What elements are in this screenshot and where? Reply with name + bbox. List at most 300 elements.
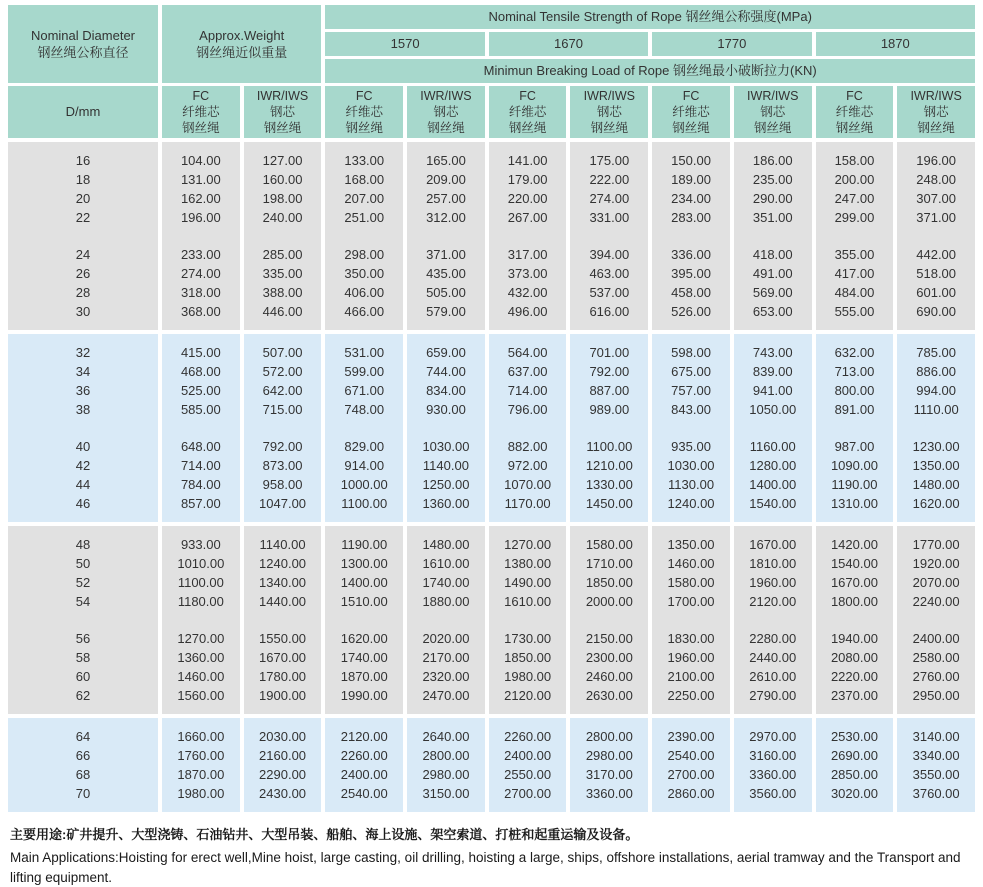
spacer-cell (8, 227, 158, 245)
core-header-line: 钢芯 (760, 105, 786, 119)
spacer-cell (325, 419, 403, 437)
value-cell: 388.00 (244, 283, 322, 302)
value-cell: 585.00 (162, 400, 240, 419)
value-cell: 994.00 (897, 381, 975, 400)
diameter-cell: 56 (8, 629, 158, 648)
value-cell: 165.00 (407, 142, 485, 170)
value-cell: 1100.00 (325, 494, 403, 522)
spacer-cell (8, 419, 158, 437)
value-cell: 274.00 (570, 189, 648, 208)
value-cell: 1360.00 (162, 648, 240, 667)
value-cell: 312.00 (407, 208, 485, 227)
value-cell: 2790.00 (734, 686, 812, 714)
value-cell: 299.00 (816, 208, 894, 227)
value-cell: 1540.00 (816, 554, 894, 573)
spacer-cell (407, 419, 485, 437)
diameter-cell: 62 (8, 686, 158, 714)
value-cell: 757.00 (652, 381, 730, 400)
core-header-line: 纤维芯 (835, 105, 874, 119)
value-cell: 1140.00 (407, 456, 485, 475)
main-applications-zh: 主要用途:矿井提升、大型浇铸、石油钻井、大型吊装、船舶、海上设施、架空索道、打桩和起重运输及设备。 (10, 827, 639, 842)
fc-core-header (816, 86, 894, 138)
value-cell: 2460.00 (570, 667, 648, 686)
value-cell: 2400.00 (897, 629, 975, 648)
value-cell: 1900.00 (244, 686, 322, 714)
core-header-line: IWR/IWS (910, 89, 962, 103)
core-header-line: 钢丝绳 (508, 121, 547, 135)
value-cell: 1670.00 (734, 526, 812, 554)
value-cell: 637.00 (489, 362, 567, 381)
core-header-line: IWR/IWS (256, 89, 309, 103)
core-header-line: 纤维芯 (508, 105, 547, 119)
value-cell: 1030.00 (407, 437, 485, 456)
value-cell: 373.00 (489, 264, 567, 283)
value-cell: 1310.00 (816, 494, 894, 522)
value-cell: 648.00 (162, 437, 240, 456)
value-cell: 2540.00 (652, 746, 730, 765)
value-cell: 505.00 (407, 283, 485, 302)
value-cell: 792.00 (570, 362, 648, 381)
value-cell: 1070.00 (489, 475, 567, 494)
value-cell: 1180.00 (162, 592, 240, 611)
diameter-cell: 40 (8, 437, 158, 456)
spacer-cell (734, 611, 812, 629)
wire-rope-spec-table (8, 5, 975, 812)
value-cell: 2530.00 (816, 718, 894, 746)
value-cell: 715.00 (244, 400, 322, 419)
value-cell: 247.00 (816, 189, 894, 208)
value-cell: 3360.00 (734, 765, 812, 784)
value-cell: 1400.00 (325, 573, 403, 592)
value-cell: 1560.00 (162, 686, 240, 714)
value-cell: 987.00 (816, 437, 894, 456)
value-cell: 1540.00 (734, 494, 812, 522)
core-header-line: FC (519, 89, 536, 103)
value-cell: 257.00 (407, 189, 485, 208)
core-header-line: 钢丝绳 (263, 121, 302, 135)
core-header-line: 钢丝绳 (835, 121, 874, 135)
value-cell: 233.00 (162, 245, 240, 264)
strength-1770-header: 1770 (652, 32, 811, 56)
value-cell: 2440.00 (734, 648, 812, 667)
value-cell: 209.00 (407, 170, 485, 189)
value-cell: 526.00 (652, 302, 730, 330)
value-cell: 1420.00 (816, 526, 894, 554)
value-cell: 2980.00 (407, 765, 485, 784)
value-cell: 1740.00 (325, 648, 403, 667)
value-cell: 1110.00 (897, 400, 975, 419)
value-cell: 564.00 (489, 334, 567, 362)
value-cell: 1100.00 (570, 437, 648, 456)
value-cell: 2080.00 (816, 648, 894, 667)
value-cell: 1830.00 (652, 629, 730, 648)
value-cell: 714.00 (162, 456, 240, 475)
value-cell: 2690.00 (816, 746, 894, 765)
value-cell: 298.00 (325, 245, 403, 264)
diameter-block (8, 334, 975, 522)
iwr-core-header (244, 86, 322, 138)
value-cell: 598.00 (652, 334, 730, 362)
value-cell: 713.00 (816, 362, 894, 381)
value-cell: 653.00 (734, 302, 812, 330)
value-cell: 2970.00 (734, 718, 812, 746)
value-cell: 796.00 (489, 400, 567, 419)
value-cell: 743.00 (734, 334, 812, 362)
value-cell: 1610.00 (489, 592, 567, 611)
value-cell: 432.00 (489, 283, 567, 302)
core-header-line: 钢丝绳 (672, 121, 710, 135)
value-cell: 1400.00 (734, 475, 812, 494)
value-cell: 1140.00 (244, 526, 322, 554)
value-cell: 1460.00 (652, 554, 730, 573)
core-header-line: 钢丝绳 (182, 121, 220, 135)
value-cell: 572.00 (244, 362, 322, 381)
value-cell: 1660.00 (162, 718, 240, 746)
value-cell: 2220.00 (816, 667, 894, 686)
value-cell: 671.00 (325, 381, 403, 400)
value-cell: 468.00 (162, 362, 240, 381)
strength-1570-header: 1570 (325, 32, 484, 56)
value-cell: 1670.00 (816, 573, 894, 592)
spacer-cell (652, 611, 730, 629)
value-cell: 785.00 (897, 334, 975, 362)
diameter-block (8, 526, 975, 714)
value-cell: 3170.00 (570, 765, 648, 784)
diameter-cell: 28 (8, 283, 158, 302)
approx-weight-header (162, 5, 321, 83)
core-header-line: 纤维芯 (182, 105, 220, 119)
value-cell: 2400.00 (325, 765, 403, 784)
value-cell: 1800.00 (816, 592, 894, 611)
value-cell: 331.00 (570, 208, 648, 227)
value-cell: 1670.00 (244, 648, 322, 667)
value-cell: 690.00 (897, 302, 975, 330)
approx-weight-zh: 钢丝绳近似重量 (196, 45, 288, 60)
value-cell: 887.00 (570, 381, 648, 400)
value-cell: 1780.00 (244, 667, 322, 686)
value-cell: 283.00 (652, 208, 730, 227)
spacer-cell (489, 419, 567, 437)
value-cell: 701.00 (570, 334, 648, 362)
value-cell: 1130.00 (652, 475, 730, 494)
value-cell: 2850.00 (816, 765, 894, 784)
value-cell: 131.00 (162, 170, 240, 189)
core-header-line: 钢芯 (270, 105, 296, 119)
diameter-cell: 24 (8, 245, 158, 264)
value-cell: 2800.00 (407, 746, 485, 765)
spacer-cell (816, 227, 894, 245)
value-cell: 435.00 (407, 264, 485, 283)
core-header-line: IWR/IWS (583, 89, 636, 103)
diameter-cell: 50 (8, 554, 158, 573)
value-cell: 415.00 (162, 334, 240, 362)
core-header-line: IWR/IWS (747, 89, 799, 103)
value-cell: 1330.00 (570, 475, 648, 494)
value-cell: 601.00 (897, 283, 975, 302)
spacer-cell (407, 611, 485, 629)
value-cell: 569.00 (734, 283, 812, 302)
iwr-core-header (407, 86, 485, 138)
spacer-cell (816, 611, 894, 629)
value-cell: 496.00 (489, 302, 567, 330)
value-cell: 1610.00 (407, 554, 485, 573)
value-cell: 335.00 (244, 264, 322, 283)
value-cell: 200.00 (816, 170, 894, 189)
spacer-cell (652, 227, 730, 245)
value-cell: 336.00 (652, 245, 730, 264)
nominal-diameter-en: Nominal Diameter (30, 27, 136, 43)
diameter-cell: 38 (8, 400, 158, 419)
value-cell: 1230.00 (897, 437, 975, 456)
value-cell: 1550.00 (244, 629, 322, 648)
value-cell: 1710.00 (570, 554, 648, 573)
diameter-cell: 52 (8, 573, 158, 592)
value-cell: 2640.00 (407, 718, 485, 746)
value-cell: 914.00 (325, 456, 403, 475)
value-cell: 1510.00 (325, 592, 403, 611)
diameter-cell: 20 (8, 189, 158, 208)
value-cell: 2800.00 (570, 718, 648, 746)
value-cell: 1960.00 (734, 573, 812, 592)
value-cell: 829.00 (325, 437, 403, 456)
value-cell: 1880.00 (407, 592, 485, 611)
breaking-load-title: Minimun Breaking Load of Rope 钢丝绳最小破断拉力(KN) (325, 59, 975, 83)
spacer-cell (489, 611, 567, 629)
value-cell: 1030.00 (652, 456, 730, 475)
value-cell: 466.00 (325, 302, 403, 330)
approx-weight-en: Approx.Weight (199, 27, 285, 43)
value-cell: 1090.00 (816, 456, 894, 475)
value-cell: 1980.00 (162, 784, 240, 812)
diameter-cell: 42 (8, 456, 158, 475)
value-cell: 175.00 (570, 142, 648, 170)
value-cell: 1170.00 (489, 494, 567, 522)
diameter-cell: 32 (8, 334, 158, 362)
core-header-line: FC (192, 89, 210, 103)
value-cell: 189.00 (652, 170, 730, 189)
spacer-cell (8, 611, 158, 629)
value-cell: 834.00 (407, 381, 485, 400)
spacer-cell (244, 419, 322, 437)
value-cell: 351.00 (734, 208, 812, 227)
value-cell: 141.00 (489, 142, 567, 170)
value-cell: 1580.00 (652, 573, 730, 592)
core-header-line: 钢芯 (923, 105, 949, 119)
diameter-cell: 16 (8, 142, 158, 170)
value-cell: 1100.00 (162, 573, 240, 592)
value-cell: 3360.00 (570, 784, 648, 812)
diameter-cell: 70 (8, 784, 158, 812)
value-cell: 518.00 (897, 264, 975, 283)
value-cell: 1000.00 (325, 475, 403, 494)
value-cell: 714.00 (489, 381, 567, 400)
value-cell: 2700.00 (652, 765, 730, 784)
core-header-line: IWR/IWS (420, 89, 472, 103)
value-cell: 2150.00 (570, 629, 648, 648)
value-cell: 2300.00 (570, 648, 648, 667)
value-cell: 555.00 (816, 302, 894, 330)
value-cell: 1380.00 (489, 554, 567, 573)
value-cell: 3150.00 (407, 784, 485, 812)
value-cell: 989.00 (570, 400, 648, 419)
value-cell: 1350.00 (897, 456, 975, 475)
value-cell: 355.00 (816, 245, 894, 264)
value-cell: 744.00 (407, 362, 485, 381)
diameter-cell: 66 (8, 746, 158, 765)
value-cell: 1270.00 (489, 526, 567, 554)
diameter-cell: 46 (8, 494, 158, 522)
value-cell: 941.00 (734, 381, 812, 400)
value-cell: 168.00 (325, 170, 403, 189)
value-cell: 659.00 (407, 334, 485, 362)
value-cell: 307.00 (897, 189, 975, 208)
value-cell: 632.00 (816, 334, 894, 362)
value-cell: 395.00 (652, 264, 730, 283)
value-cell: 417.00 (816, 264, 894, 283)
fc-core-header (489, 86, 567, 138)
value-cell: 2000.00 (570, 592, 648, 611)
value-cell: 1980.00 (489, 667, 567, 686)
value-cell: 179.00 (489, 170, 567, 189)
value-cell: 1240.00 (652, 494, 730, 522)
value-cell: 207.00 (325, 189, 403, 208)
value-cell: 290.00 (734, 189, 812, 208)
diameter-cell: 68 (8, 765, 158, 784)
value-cell: 1047.00 (244, 494, 322, 522)
value-cell: 196.00 (897, 142, 975, 170)
value-cell: 3560.00 (734, 784, 812, 812)
nominal-diameter-header (8, 5, 158, 83)
value-cell: 3020.00 (816, 784, 894, 812)
diameter-cell: 18 (8, 170, 158, 189)
diameter-cell: 44 (8, 475, 158, 494)
iwr-core-header (734, 86, 812, 138)
value-cell: 1350.00 (652, 526, 730, 554)
value-cell: 2170.00 (407, 648, 485, 667)
value-cell: 2160.00 (244, 746, 322, 765)
main-applications-en: Main Applications:Hoisting for erect well,Mine hoist, large casting, oil drilling, hoisting a large, ships, offshore installations, aerial tramway and the Transport and lifting equipment. (10, 850, 961, 885)
spacer-cell (162, 227, 240, 245)
value-cell: 1940.00 (816, 629, 894, 648)
value-cell: 2320.00 (407, 667, 485, 686)
value-cell: 371.00 (897, 208, 975, 227)
value-cell: 1190.00 (816, 475, 894, 494)
value-cell: 2700.00 (489, 784, 567, 812)
spacer-cell (162, 419, 240, 437)
value-cell: 220.00 (489, 189, 567, 208)
value-cell: 240.00 (244, 208, 322, 227)
value-cell: 394.00 (570, 245, 648, 264)
value-cell: 1480.00 (897, 475, 975, 494)
value-cell: 1740.00 (407, 573, 485, 592)
value-cell: 406.00 (325, 283, 403, 302)
core-header-line: 钢芯 (596, 105, 622, 119)
value-cell: 1870.00 (325, 667, 403, 686)
value-cell: 235.00 (734, 170, 812, 189)
table-header (8, 5, 975, 138)
value-cell: 3760.00 (897, 784, 975, 812)
core-header-line: 纤维芯 (672, 105, 710, 119)
value-cell: 886.00 (897, 362, 975, 381)
spacer-cell (897, 419, 975, 437)
diameter-cell: 26 (8, 264, 158, 283)
value-cell: 616.00 (570, 302, 648, 330)
value-cell: 133.00 (325, 142, 403, 170)
value-cell: 507.00 (244, 334, 322, 362)
value-cell: 2260.00 (325, 746, 403, 765)
value-cell: 368.00 (162, 302, 240, 330)
value-cell: 1010.00 (162, 554, 240, 573)
diameter-cell: 64 (8, 718, 158, 746)
value-cell: 2980.00 (570, 746, 648, 765)
spacer-cell (489, 227, 567, 245)
diameter-cell: 48 (8, 526, 158, 554)
value-cell: 1360.00 (407, 494, 485, 522)
value-cell: 317.00 (489, 245, 567, 264)
value-cell: 839.00 (734, 362, 812, 381)
value-cell: 2430.00 (244, 784, 322, 812)
value-cell: 198.00 (244, 189, 322, 208)
spacer-cell (162, 611, 240, 629)
value-cell: 3550.00 (897, 765, 975, 784)
value-cell: 1280.00 (734, 456, 812, 475)
value-cell: 1870.00 (162, 765, 240, 784)
core-header-line: FC (846, 89, 863, 103)
value-cell: 3140.00 (897, 718, 975, 746)
value-cell: 1450.00 (570, 494, 648, 522)
value-cell: 784.00 (162, 475, 240, 494)
value-cell: 2860.00 (652, 784, 730, 812)
diameter-cell: 54 (8, 592, 158, 611)
value-cell: 1240.00 (244, 554, 322, 573)
diameter-cell: 58 (8, 648, 158, 667)
value-cell: 748.00 (325, 400, 403, 419)
fc-core-header (162, 86, 240, 138)
value-cell: 2280.00 (734, 629, 812, 648)
spacer-cell (816, 419, 894, 437)
value-cell: 1770.00 (897, 526, 975, 554)
value-cell: 1730.00 (489, 629, 567, 648)
value-cell: 1440.00 (244, 592, 322, 611)
value-cell: 1050.00 (734, 400, 812, 419)
diameter-cell: 36 (8, 381, 158, 400)
value-cell: 484.00 (816, 283, 894, 302)
spacer-cell (244, 227, 322, 245)
value-cell: 882.00 (489, 437, 567, 456)
spacer-cell (652, 419, 730, 437)
value-cell: 935.00 (652, 437, 730, 456)
diameter-cell: 30 (8, 302, 158, 330)
value-cell: 933.00 (162, 526, 240, 554)
value-cell: 2260.00 (489, 718, 567, 746)
value-cell: 1620.00 (325, 629, 403, 648)
value-cell: 1960.00 (652, 648, 730, 667)
core-header-line: 钢芯 (433, 105, 459, 119)
spacer-cell (734, 419, 812, 437)
value-cell: 1760.00 (162, 746, 240, 765)
value-cell: 2030.00 (244, 718, 322, 746)
value-cell: 248.00 (897, 170, 975, 189)
value-cell: 160.00 (244, 170, 322, 189)
spacer-cell (570, 227, 648, 245)
value-cell: 267.00 (489, 208, 567, 227)
value-cell: 1700.00 (652, 592, 730, 611)
value-cell: 274.00 (162, 264, 240, 283)
value-cell: 873.00 (244, 456, 322, 475)
value-cell: 537.00 (570, 283, 648, 302)
value-cell: 1850.00 (489, 648, 567, 667)
value-cell: 579.00 (407, 302, 485, 330)
